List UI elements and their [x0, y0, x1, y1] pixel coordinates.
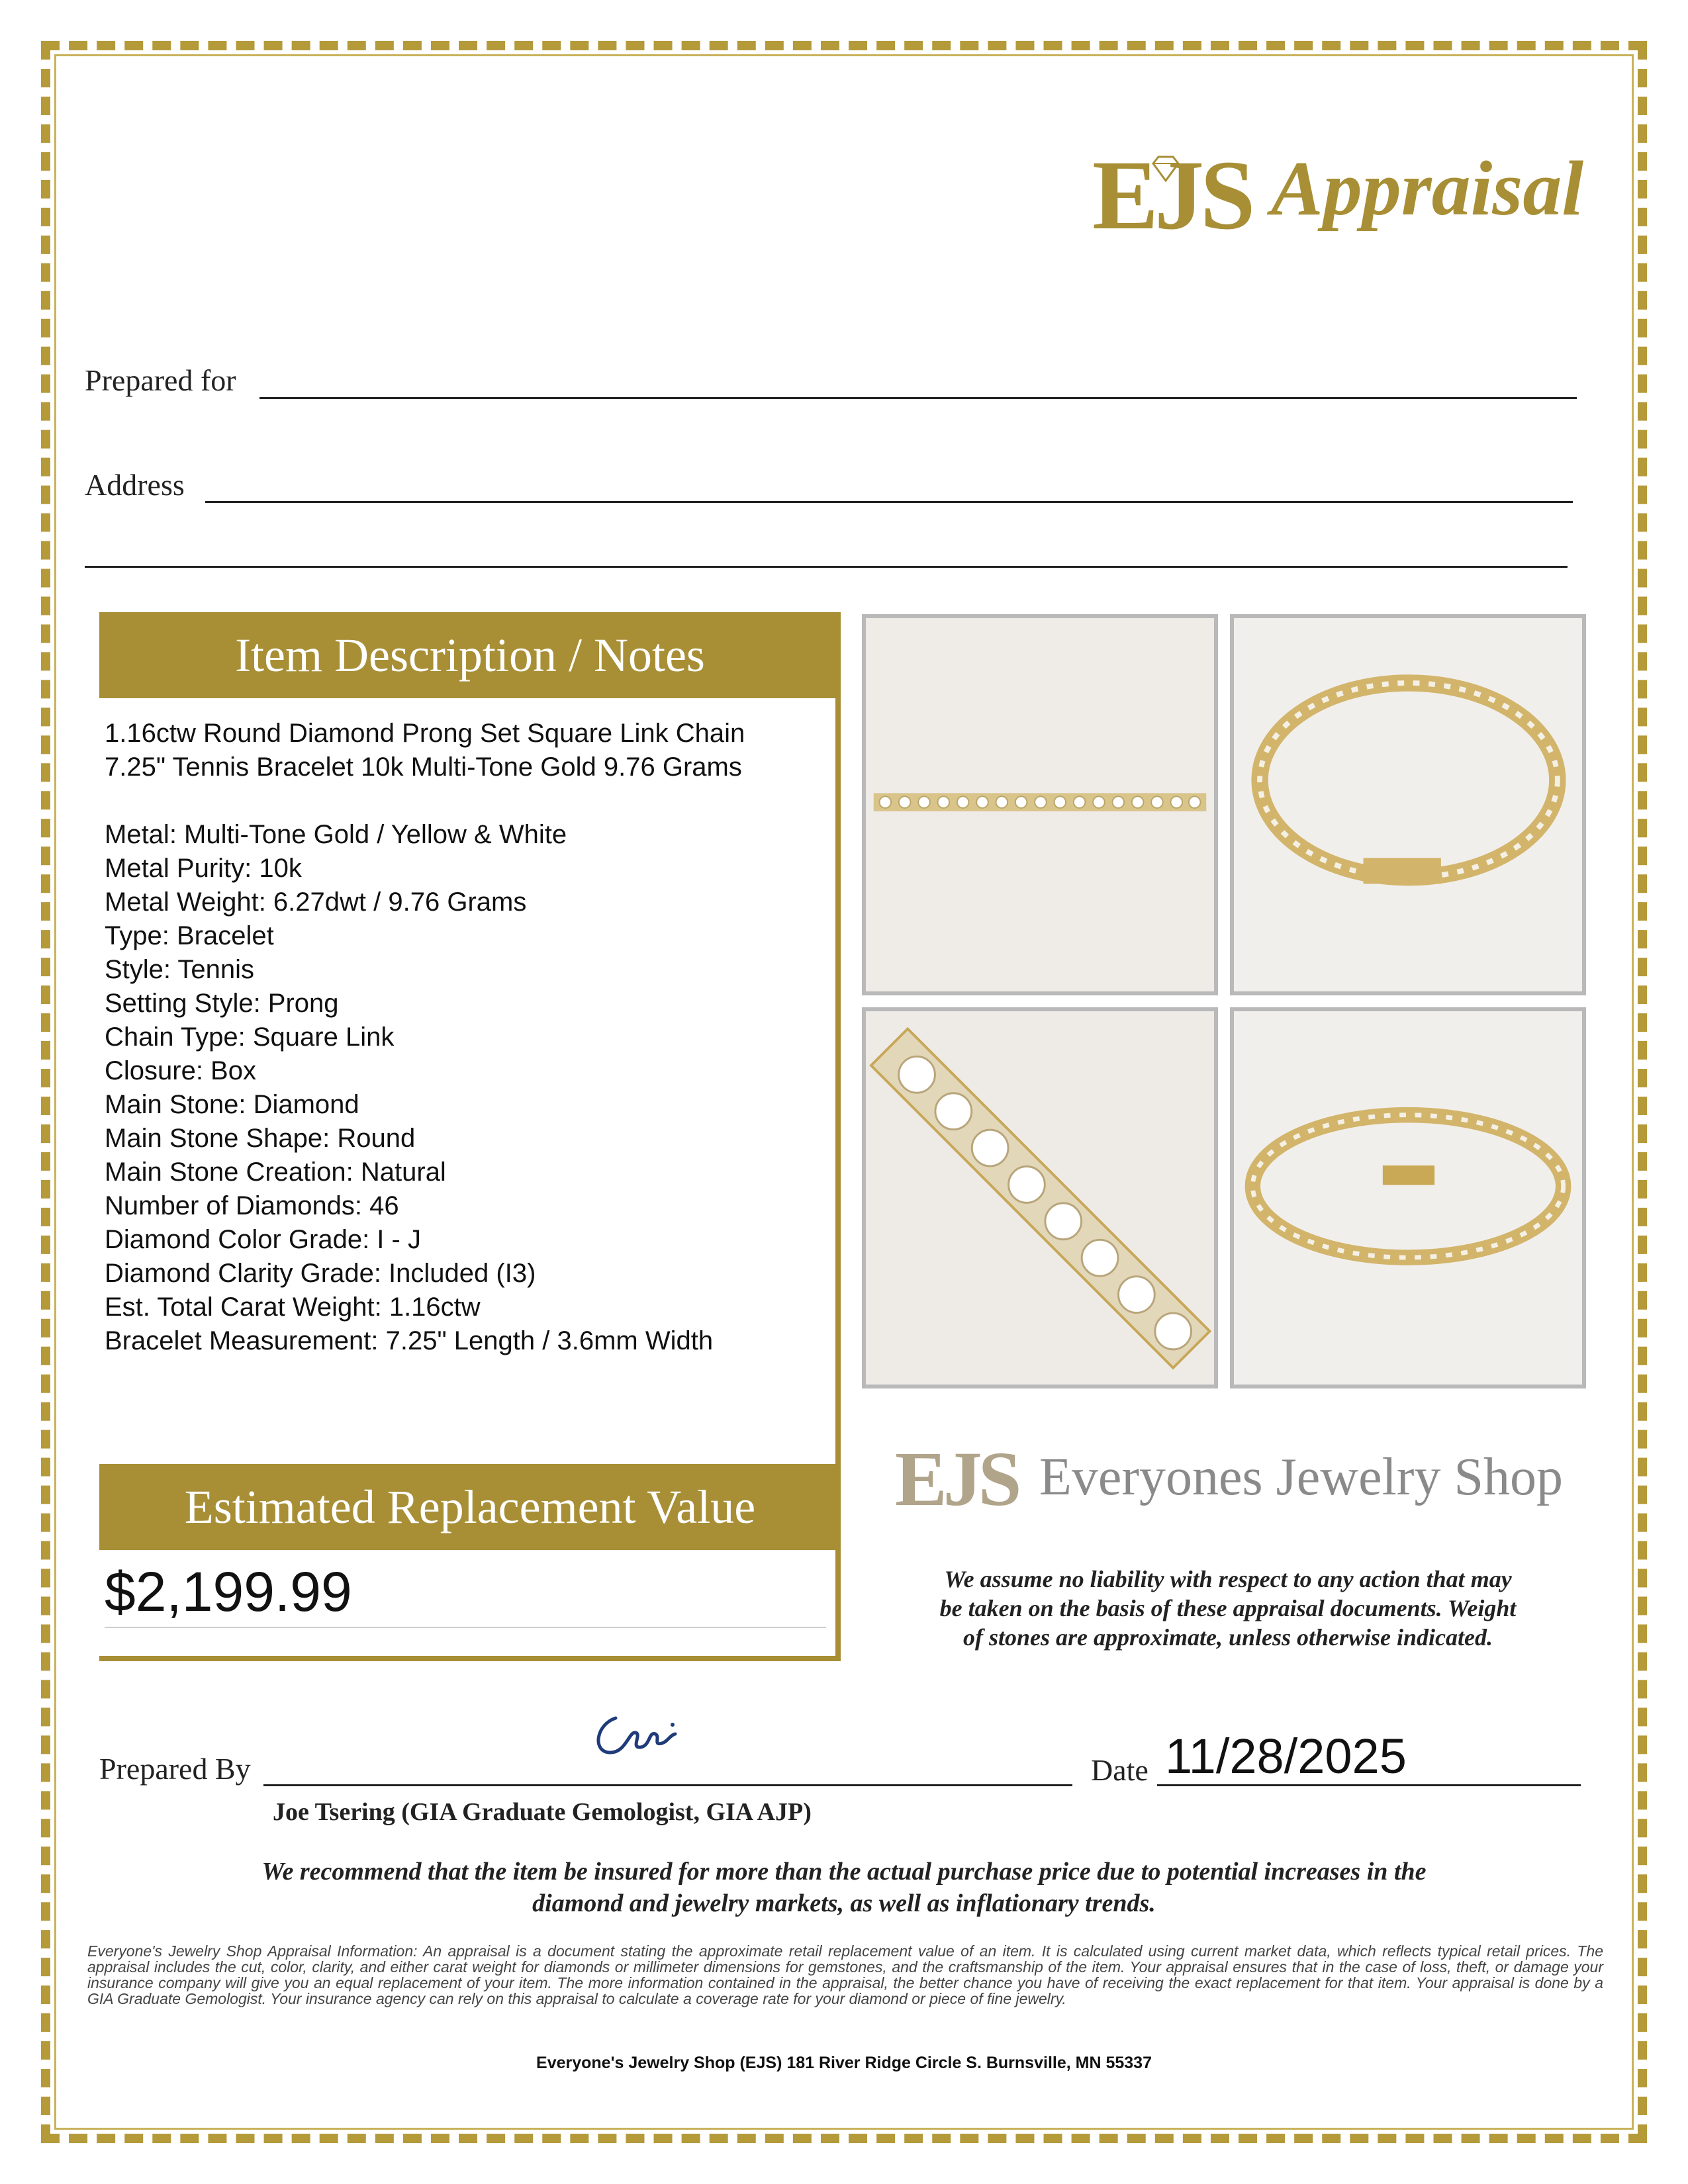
spec-total-carat-weight: Est. Total Carat Weight: 1.16ctw: [105, 1293, 481, 1322]
replacement-value-underline: [105, 1627, 826, 1628]
bracelet-oval-icon: [1234, 1011, 1582, 1385]
bracelet-clasp-icon: [1234, 618, 1582, 991]
item-headline-1: 1.16ctw Round Diamond Prong Set Square Link Chain: [105, 719, 745, 748]
prepared-for-line[interactable]: [259, 397, 1577, 399]
item-specs-list: [105, 818, 713, 1358]
liability-line-3: of stones are approximate, unless otherwise indicated.: [962, 1624, 1493, 1651]
spec-diamond-color-grade: Diamond Color Grade: I - J: [105, 1225, 421, 1254]
item-headline-2: 7.25" Tennis Bracelet 10k Multi-Tone Gold 9.76 Grams: [105, 752, 742, 782]
recommendation-line-1: We recommend that the item be insured for more than the actual purchase price due to potential increases in the: [261, 1858, 1427, 1886]
product-photo-1[interactable]: [862, 614, 1218, 995]
prepared-by-line[interactable]: [263, 1784, 1072, 1786]
bracelet-straight-icon: [866, 618, 1214, 991]
product-photo-3[interactable]: [862, 1007, 1218, 1388]
spec-metal: Metal: Multi-Tone Gold / Yellow & White: [105, 820, 567, 849]
spec-main-stone-creation: Main Stone Creation: Natural: [105, 1158, 446, 1187]
appraisal-fine-print: Everyone's Jewelry Shop Appraisal Information: An appraisal is a document stating the approximate retail replacement value of an item. It is calculated using current market data, which reflects typical retail prices. The appraisal includes the cut, color, clarity, and either carat weight for diamonds or millimeter dimensions for gemstones, and the craftsmanship of the item. Your appraisal ensures that in the case of loss, theft, or damage your insurance company will give you an equal replacement of your item. The more information contained in the appraisal, the better chance you have of receiving the exact replacement for that item. Your appraisal is done by a GIA Graduate Gemologist. Your insurance agency can rely on this appraisal to calculate a coverage rate for your diamond or piece of fine jewelry.: [87, 1942, 1603, 2007]
shop-name: Everyones Jewelry Shop: [1039, 1448, 1563, 1506]
shop-logo: [895, 1430, 1018, 1555]
spec-chain-type: Chain Type: Square Link: [105, 1023, 395, 1052]
insurance-recommendation: [99, 1856, 1589, 1919]
liability-line-1: We assume no liability with respect to any action that may: [944, 1566, 1512, 1592]
liability-line-2: be taken on the basis of these appraisal documents. Weight: [939, 1595, 1517, 1621]
prepared-for-label: Prepared for: [85, 363, 236, 397]
item-description-title: Item Description / Notes: [235, 629, 705, 682]
recommendation-line-2: diamond and jewelry markets, as well as inflationary trends.: [532, 1889, 1156, 1917]
preparer-name: Joe Tsering (GIA Graduate Gemologist, GIA AJP): [273, 1798, 812, 1826]
bracelet-closeup-icon: [866, 1011, 1214, 1385]
spec-metal-purity: Metal Purity: 10k: [105, 854, 302, 883]
spec-setting-style: Setting Style: Prong: [105, 989, 339, 1018]
replacement-value-banner: [99, 1464, 841, 1550]
replacement-value-amount: $2,199.99: [105, 1561, 352, 1623]
spec-metal-weight: Metal Weight: 6.27dwt / 9.76 Grams: [105, 887, 527, 917]
spec-bracelet-measurement: Bracelet Measurement: 7.25" Length / 3.6mm Width: [105, 1326, 714, 1355]
ejs-logo-text: EJS: [1092, 140, 1252, 250]
item-description-banner: [99, 612, 841, 698]
spec-diamond-clarity-grade: Diamond Clarity Grade: Included (I3): [105, 1259, 536, 1288]
footer-address: Everyone's Jewelry Shop (EJS) 181 River Ridge Circle S. Burnsville, MN 55337: [536, 2054, 1152, 2072]
signature-mark: [589, 1705, 682, 1764]
spec-type: Type: Bracelet: [105, 921, 274, 950]
product-photo-4[interactable]: [1230, 1007, 1586, 1388]
spec-main-stone-shape: Main Stone Shape: Round: [105, 1124, 416, 1153]
spec-number-of-diamonds: Number of Diamonds: 46: [105, 1191, 399, 1220]
prepared-by-label: Prepared By: [99, 1752, 251, 1786]
replacement-value-title: Estimated Replacement Value: [184, 1480, 756, 1533]
spec-main-stone: Main Stone: Diamond: [105, 1090, 359, 1119]
document-title: Appraisal: [1271, 145, 1584, 232]
header-logo: [1092, 136, 1252, 288]
liability-disclaimer: [854, 1565, 1602, 1652]
spec-closure: Closure: Box: [105, 1056, 256, 1085]
date-line[interactable]: [1157, 1784, 1581, 1786]
shop-logo-text: EJS: [895, 1435, 1018, 1522]
spec-style: Style: Tennis: [105, 955, 255, 984]
product-photo-2[interactable]: [1230, 614, 1586, 995]
address-line-2[interactable]: [85, 566, 1568, 568]
date-value: 11/28/2025: [1165, 1729, 1407, 1784]
address-label: Address: [85, 468, 185, 502]
address-line-1[interactable]: [205, 501, 1573, 503]
date-label: Date: [1091, 1753, 1149, 1787]
diamond-icon: [1150, 156, 1181, 182]
